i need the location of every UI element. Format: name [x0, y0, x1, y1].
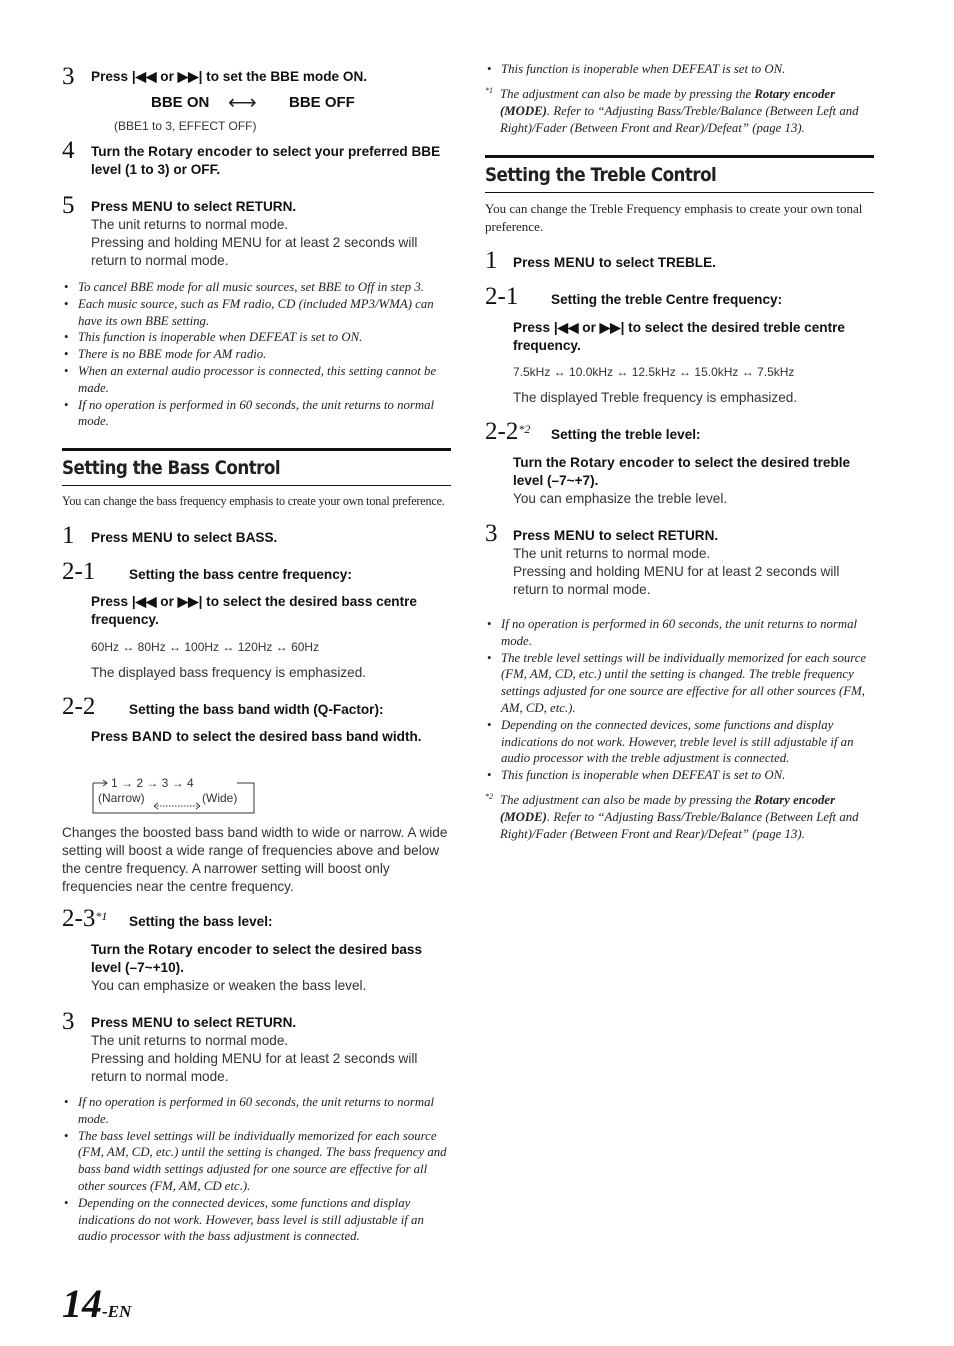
- step-heading: Setting the treble level:: [551, 427, 701, 442]
- list-item: • If no operation is performed in 60 seconds, the unit returns to normal mode.: [64, 397, 435, 429]
- list-item: • When an external audio processor is connected, this setting cannot be made.: [64, 363, 437, 395]
- treble-notes-list: [485, 616, 876, 784]
- bbe-range-note: (BBE1 to 3, EFFECT OFF): [114, 119, 257, 133]
- step-number: 2-1: [62, 558, 96, 585]
- frequency-sequence: 7.5kHz ↔ 10.0kHz ↔ 12.5kHz ↔ 15.0kHz ↔ 7.5kHz: [513, 365, 795, 379]
- list-item: • This function is inoperable when DEFEAT is set to ON.: [64, 330, 363, 345]
- step-instruction: Press MENU to select RETURN.: [91, 1015, 297, 1030]
- list-item: • Depending on the connected devices, some functions and display indications do not work. However, treble level is still adjustable if an audio processor with the treble adjustment is connected.: [487, 717, 854, 766]
- list-item: • If no operation is performed in 60 seconds, the unit returns to normal mode.: [64, 1095, 435, 1126]
- list-item: • There is no BBE mode for AM radio.: [64, 347, 267, 362]
- wide-label: (Wide): [202, 791, 238, 805]
- frequency-sequence: 60Hz ↔ 80Hz ↔ 100Hz ↔ 120Hz ↔ 60Hz: [91, 640, 320, 654]
- bbe-off-label: BBE OFF: [289, 94, 355, 111]
- step-instruction: Turn the Rotary encoder to select the desired treble level (–7~+7).: [513, 455, 851, 488]
- step-result: Pressing and holding MENU for at least 2 seconds will return to normal mode.: [91, 1051, 418, 1084]
- footnote-1: *1 The adjustment can also be made by pressing the Rotary encoder (MODE). Refer to “Adjusting Bass/Treble/Balance (Between Left and Right)/Fader (Between Front and Rear)/Defeat” (page 13).: [485, 86, 859, 135]
- step-result: Pressing and holding MENU for at least 2 seconds will return to normal mode.: [91, 235, 418, 268]
- double-arrow-icon: ⟷: [228, 92, 257, 114]
- step-number: 5: [62, 192, 75, 219]
- step-instruction: Press MENU to select RETURN.: [513, 528, 719, 543]
- footnote-2: *2 The adjustment can also be made by pressing the Rotary encoder (MODE). Refer to “Adjusting Bass/Treble/Balance (Between Left and Right)/Fader (Between Front and Rear)/Defeat” (page 13).: [485, 792, 859, 841]
- section-intro: You can change the bass frequency emphasis to create your own tonal preference.: [62, 494, 445, 508]
- list-item: • To cancel BBE mode for all music sources, set BBE to Off in step 3.: [64, 280, 424, 294]
- step-result: You can emphasize or weaken the bass level.: [91, 978, 367, 993]
- bbe-notes-list: [62, 279, 454, 430]
- step-result: You can emphasize the treble level.: [513, 491, 728, 506]
- step-number: 2-1: [485, 283, 519, 310]
- step-number: 3: [62, 1008, 75, 1035]
- step-instruction: Press |◀◀ or ▶▶| to select the desired bass centre frequency.: [91, 594, 417, 627]
- step-number: 2-3$^{*1}$: [62, 905, 108, 932]
- list-item: • If no operation is performed in 60 seconds, the unit returns to normal mode.: [487, 617, 858, 648]
- step-instruction: Press BAND to select the desired bass band width.: [91, 729, 422, 744]
- band-width-explanation: Changes the boosted bass band width to wide or narrow. A wide setting will boost a wide range of frequencies above and below the centre frequency. A narrower setting will boost only frequencies near the centre frequency.: [62, 825, 448, 894]
- page-number: 14-EN: [62, 1281, 132, 1326]
- step-result: The displayed Treble frequency is emphasized.: [513, 390, 798, 405]
- step-instruction: Press MENU to select TREBLE.: [513, 255, 716, 270]
- step-instruction: Press MENU to select RETURN.: [91, 199, 297, 214]
- step-result: The unit returns to normal mode.: [91, 1033, 289, 1048]
- step-number: 3: [485, 520, 498, 547]
- section-title-treble: Setting the Treble Control: [485, 155, 874, 193]
- step-instruction: Turn the Rotary encoder to select the desired bass level (–7~+10).: [91, 942, 423, 975]
- bbe-on-label: BBE ON: [151, 94, 210, 111]
- narrow-label: (Narrow): [98, 791, 145, 805]
- list-item: • Each music source, such as FM radio, CD (included MP3/WMA) can have its own BBE setting.: [64, 296, 434, 328]
- step-instruction: Press |◀◀ or ▶▶| to set the BBE mode ON.: [91, 69, 368, 84]
- bass-notes-list: [62, 1094, 454, 1245]
- step-number: 3: [62, 63, 75, 90]
- list-item: • The bass level settings will be individually memorized for each source (FM, AM, CD, etc.) until the setting is changed. The bass frequency and bass band width settings adjusted for one source are effective for all other sources (FM, AM, CD etc.).: [64, 1128, 447, 1193]
- step-number: 4: [62, 137, 75, 164]
- step-instruction: Turn the Rotary encoder to select your preferred BBE level (1 to 3) or OFF.: [91, 144, 441, 177]
- q-factor-diagram: [92, 775, 257, 815]
- step-heading: Setting the bass centre frequency:: [129, 567, 352, 582]
- step-result: The unit returns to normal mode.: [91, 217, 289, 232]
- step-number: 1: [62, 522, 75, 549]
- top-notes-list: [485, 61, 876, 78]
- step-number: 2-2$^{*2}$: [485, 418, 531, 445]
- step-heading: Setting the bass band width (Q-Factor):: [129, 702, 384, 717]
- list-item: • This function is inoperable when DEFEAT is set to ON.: [487, 62, 786, 76]
- step-number: 1: [485, 247, 498, 274]
- step-heading: Setting the treble Centre frequency:: [551, 292, 783, 307]
- list-item: • The treble level settings will be individually memorized for each source (FM, AM, CD, etc.) until the setting is changed. The treble frequency settings adjusted for one source are effective for all other sources (FM, AM, CD, etc.).: [487, 650, 867, 715]
- band-cycle: 1 → 2 → 3 → 4: [111, 776, 194, 790]
- step-heading: Setting the bass level:: [129, 914, 273, 929]
- step-number: 2-2: [62, 693, 96, 720]
- section-intro: You can change the Treble Frequency emphasis to create your own tonal preference.: [485, 201, 863, 234]
- list-item: • This function is inoperable when DEFEAT is set to ON.: [487, 768, 786, 783]
- step-instruction: Press MENU to select BASS.: [91, 530, 278, 545]
- step-result: The displayed bass frequency is emphasized.: [91, 665, 367, 680]
- list-item: • Depending on the connected devices, some functions and display indications do not work. However, bass level is still adjustable if an audio processor with the bass adjustment is connected.: [64, 1195, 424, 1244]
- step-instruction: Press |◀◀ or ▶▶| to select the desired treble centre frequency.: [513, 320, 845, 353]
- step-result: Pressing and holding MENU for at least 2 seconds will return to normal mode.: [513, 564, 840, 597]
- step-result: The unit returns to normal mode.: [513, 546, 711, 561]
- section-title-bass: Setting the Bass Control: [62, 448, 451, 486]
